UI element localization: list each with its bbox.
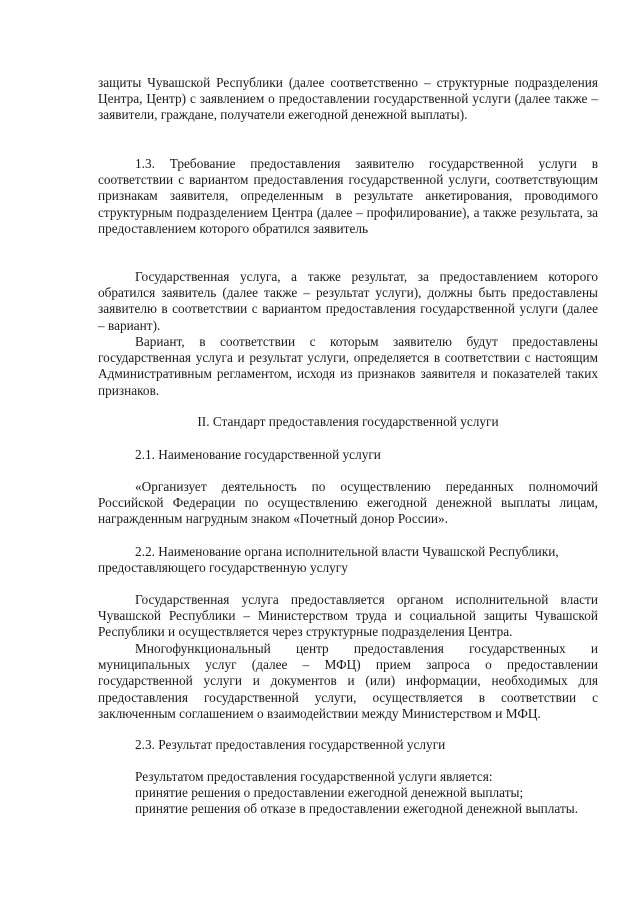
paragraph-mfc: Многофункциональный центр предоставления государственных и муниципальных услуг (далее – МФЦ) прием запроса о предоставлении государственной услуги и документов и (или) информации, необходимых для предоставления государственной услуги, осуществляется в соответствии с заключенным соглашением о взаимодействии между Министерством и МФЦ. (98, 641, 598, 721)
heading-2-3: 2.3. Результат предоставления государственной услуги (135, 737, 446, 752)
paragraph-service-name: «Организует деятельность по осуществлению переданных полномочий Российской Федерации по осуществлению ежегодной денежной выплаты лицам, награжденным нагрудным знаком «Почетный донор России». (98, 479, 598, 527)
paragraph-result-intro: Результатом предоставления государственной услуги является: (135, 769, 493, 784)
heading-2-2: 2.2. Наименование органа исполнительной власти Чувашской Республики, предоставляющего государственную услугу (98, 544, 559, 576)
section-2-title: II. Стандарт предоставления государственной услуги (197, 414, 499, 429)
heading-2-1: 2.1. Наименование государственной услуги (135, 447, 381, 462)
paragraph-1-3-requirement: 1.3. Требование предоставления заявителю государственной услуги в соответствии с вариантом предоставления государственной услуги, соответствующим признакам заявителя, определенным в результате анкетирования, проводимого структурным подразделением Центра (далее – профилирование), а также результата, за предоставлением которого обратился заявитель (98, 156, 598, 236)
paragraph-service-result: Государственная услуга, а также результат, за предоставлением которого обратился заявитель (далее также – результат услуги), должны быть предоставлены заявителю в соответствии с вариантом предоставления государственной услуги (далее – вариант). (98, 269, 598, 333)
list-item-refusal-decision: принятие решения об отказе в предоставлении ежегодной денежной выплаты. (135, 801, 579, 816)
paragraph-variant: Вариант, в соответствии с которым заявителю будут предоставлены государственная услуга и результат услуги, определяется в соответствии с настоящим Административным регламентом, исходя из признаков заявителя и показателей таких признаков. (98, 334, 598, 398)
paragraph-applicants: защиты Чувашской Республики (далее соответственно – структурные подразделения Центра, Центр) с заявлением о предоставлении государственной услуги (далее также – заявители, граждане, получатели ежегодной денежной выплаты). (98, 75, 598, 123)
list-item-grant-decision: принятие решения о предоставлении ежегодной денежной выплаты; (135, 785, 524, 800)
paragraph-executive-body: Государственная услуга предоставляется органом исполнительной власти Чувашской Республики – Министерством труда и социальной защиты Чувашской Республики и осуществляется через структурные подразделения Центра. (98, 592, 598, 640)
